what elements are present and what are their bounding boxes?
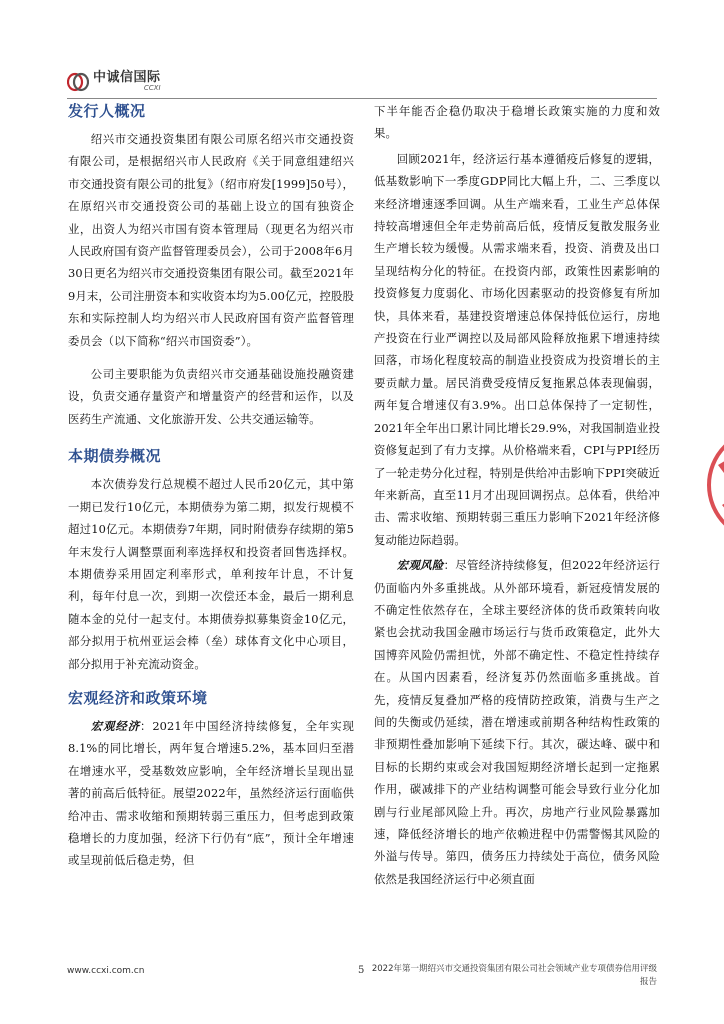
bond-paragraph: 本次债券发行总规模不超过人民币20亿元，其中第一期已发行10亿元，本期债券为第二期，拟发行规模不超过10亿元。本期债券7年期，同时附债券存续期的第5年末发行人调整票面利率选择权和投资者回售选择权。本期债券采用固定利率形式，单利按年计息，不计复利，每年付息一次，到期一次偿还本金，最后一期利息随本金的兑付一起支付。本期债券拟募集资金10亿元，部分拟用于杭州亚运会棒（垒）球体育文化中心项目，部分拟用于补充流动资金。 (68, 477, 354, 671)
section-title-issuer: 发行人概况 (68, 102, 146, 120)
risk-paragraph (374, 554, 660, 890)
issuer-paragraph-1: 绍兴市交通投资集团有限公司原名绍兴市交通投资有限公司，是根据绍兴市人民政府《关于同意组建绍兴市交通投资有限公司的批复》（绍市府发[1999]50号），在原绍兴市交通投资公司的基础上设立的国有独资企业，出资人为绍兴市国有资本管理局（现更名为绍兴市人民政府国有资产监督管理委员会），公司于2008年6月30日更名为绍兴市交通投资集团有限公司。截至2021年9月末，公司注册资本和实收资本均为5.00亿元，控股股东和实际控制人均为绍兴市人民政府国有资产监督管理委员会（以下简称“绍兴市国资委”）。 (68, 132, 354, 348)
macro-lead: 宏观经济 (90, 718, 141, 733)
section-title-bond: 本期债券概况 (68, 447, 162, 466)
logo-name-cn: 中诚信国际 (93, 70, 161, 85)
right-paragraph-0: 下半年能否企稳仍取决于稳增长政策实施的力度和效果。 (374, 104, 660, 141)
footer-website: www.ccxi.com.cn (67, 966, 145, 976)
footer-report-title: 2022年第一期绍兴市交通投资集团有限公司社会领域产业专项债券信用评级报告 (371, 964, 657, 987)
page-number: 5 (358, 965, 365, 976)
ccxi-logo-mark-icon (67, 72, 89, 92)
red-seal-stamp-icon (704, 395, 724, 575)
left-column (68, 100, 354, 872)
risk-lead: 宏观风险 (396, 558, 444, 573)
risk-text: ：尽管经济持续修复，但2022年经济运行仍面临内外多重挑战。从外部环境看，新冠疫情发展的不确定性依然存在，全球主要经济体的货币政策转向收紧也会扰动我国金融市场运行与货币政策稳定，此外大国博弈风险仍需担忧，外部不确定性、不稳定性持续存在。从国内因素看，经济复苏仍然面临多重挑战。首先，疫情反复叠加严格的疫情防控政策，消费与生产之间的失衡或仍延续，潜在增速或前期各种结构性政策的非预期性叠加影响下延续下行。其次，碳达峰、碳中和目标的长期约束或会对我国短期经济增长起到一定拖累作用，碳减排下的产业结构调整可能会导致行业分化加剧与行业尾部风险上升。再次，房地产行业风险暴露加速，降低经济增长的地产依赖进程中仍需警惕其风险的外溢与传导。第四，债务压力持续处于高位，债务风险依然是我国经济运行中必须直面 (374, 558, 660, 886)
section-title-macro: 宏观经济和政策环境 (68, 688, 208, 707)
logo-name-en: CCXI (143, 84, 161, 92)
ccxi-logo (67, 71, 161, 92)
header-divider (67, 98, 657, 99)
macro-paragraph (68, 715, 354, 872)
review-paragraph: 回顾2021年，经济运行基本遵循疫后修复的逻辑，低基数影响下一季度GDP同比大幅上升，二、三季度以来经济增速逐季回调。从生产端来看，工业生产总体保持较高增速但全年走势前高后低，疫情反复散发服务业生产增长较为缓慢。从需求端来看，投资、消费及出口呈现结构分化的特征。在投资内部，政策性因素影响的投资修复力度弱化、市场化因素驱动的投资修复有所加快，具体来看，基建投资增速总体保持低位运行，房地产投资在行业严调控以及局部风险释放拖累下增速持续回落，市场化程度较高的制造业投资成为投资增长的主要贡献力量。居民消费受疫情反复拖累总体表现偏弱，两年复合增速仅有3.9%。出口总体保持了一定韧性，2021年全年出口累计同比增长29.9%，对我国制造业投资修复起到了有力支撑。从价格端来看，CPI与PPI经历了一轮走势分化过程，特别是供给冲击影响下PPI突破近年来新高，直至11月才出现回调拐点。总体看，供给冲击、需求收缩、预期转弱三重压力影响下2021年经济修复动能边际趋弱。 (374, 151, 660, 547)
right-column (374, 100, 660, 890)
issuer-paragraph-2: 公司主要职能为负责绍兴市交通基础设施投融资建设，负责交通存量资产和增量资产的经营和运作，以及医药生产流通、文化旅游开发、公共交通运输等。 (68, 367, 354, 426)
macro-text: ：2021年中国经济持续修复，全年实现8.1%的同比增长，两年复合增速5.2%，基本回归至潜在增速水平，受基数效应影响，全年经济增长呈现出显著的前高后低特征。展望2022年，虽然经济运行面临供给冲击、需求收缩和预期转弱三重压力，但考虑到政策稳增长的力度加强，经济下行仍有“底”，预计全年增速或呈现前低后稳走势，但 (68, 718, 355, 868)
